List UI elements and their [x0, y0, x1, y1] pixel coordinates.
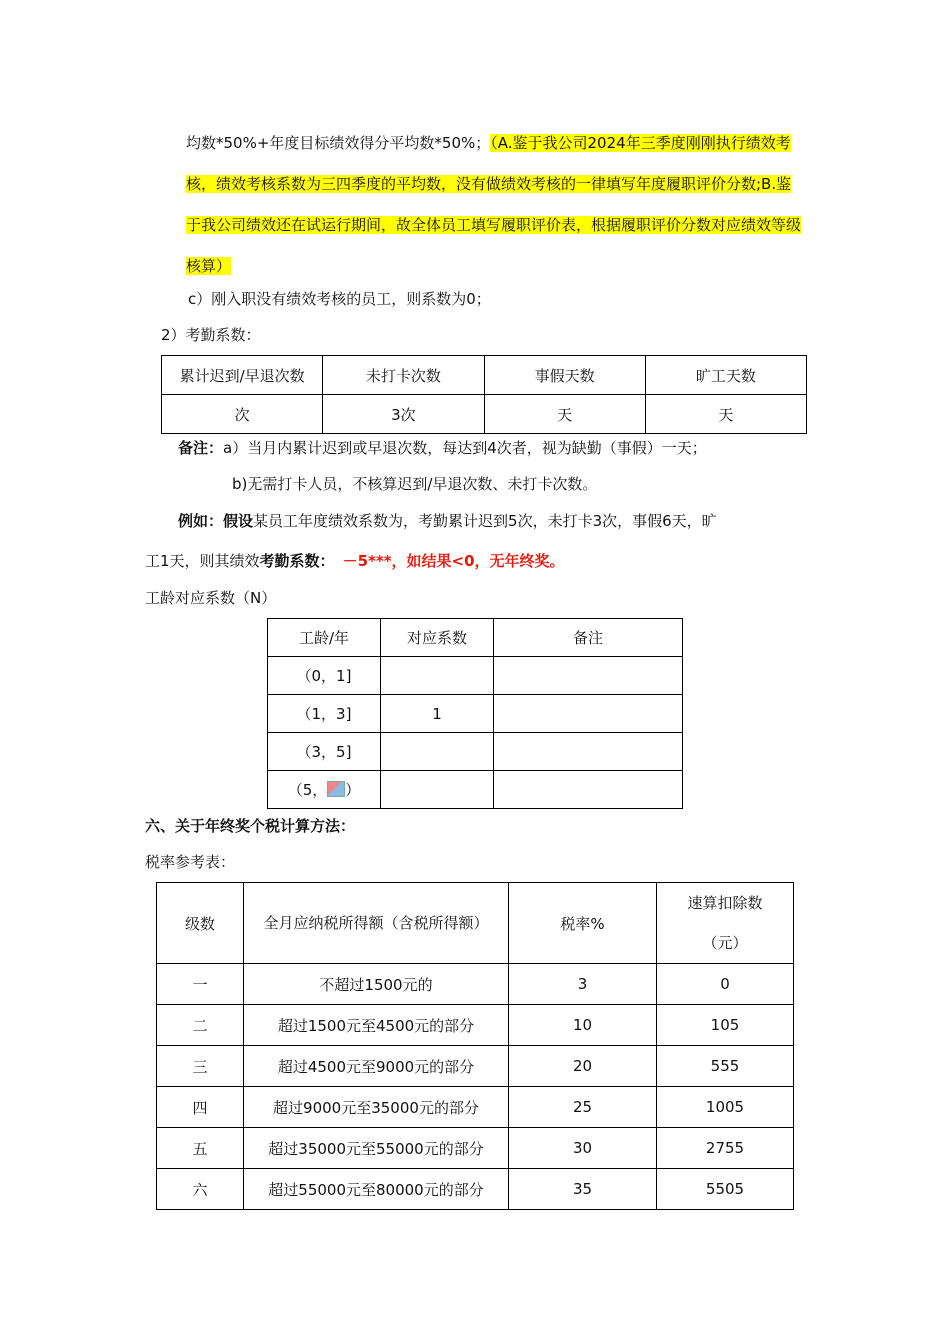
tax-rate-table [156, 882, 794, 1210]
example-text-2: 工1天，则其绩效 [145, 552, 260, 570]
table-row [157, 964, 794, 1005]
table-cell [268, 771, 381, 809]
table-cell: 四 [157, 1087, 244, 1128]
section-6-title: 六、关于年终奖个税计算方法： [145, 817, 356, 835]
note-a-text: a）当月内累计迟到或早退次数，每达到4次者，视为缺勤（事假）一天； [223, 439, 707, 457]
table-cell [494, 657, 683, 695]
para1-normal-text: 均数*50%+年度目标绩效得分平均数*50%； [186, 134, 491, 152]
table-header-cell: 税率% [509, 883, 657, 964]
table-header-cell: 备注 [494, 619, 683, 657]
table-cell: （0，1] [268, 657, 381, 695]
table-cell: 3次 [323, 395, 484, 434]
table-cell: 不超过1500元的 [244, 964, 509, 1005]
table-cell: 三 [157, 1046, 244, 1087]
tax-reference-title: 税率参考表： [145, 853, 236, 871]
table-row [268, 619, 683, 657]
table-cell: （1，3] [268, 695, 381, 733]
table-header-cell: 对应系数 [381, 619, 494, 657]
table-row [268, 695, 683, 733]
table-cell: 35 [509, 1169, 657, 1210]
table-cell: 105 [657, 1005, 794, 1046]
table-row [268, 771, 683, 809]
example-line-2 [145, 550, 565, 571]
table-cell [381, 733, 494, 771]
table-cell [381, 771, 494, 809]
seniority-last-range: （5， [287, 781, 328, 799]
note-line-b: b)无需打卡人员，不核算迟到/早退次数、未打卡次数。 [232, 475, 598, 493]
example-assume: 假设 [223, 512, 254, 530]
table-cell: 1 [381, 695, 494, 733]
table-cell: 3 [509, 964, 657, 1005]
table-row [157, 1128, 794, 1169]
table-cell: 五 [157, 1128, 244, 1169]
table-cell: 5505 [657, 1169, 794, 1210]
seniority-title: 工龄对应系数（N） [145, 589, 277, 607]
seniority-last-suffix: ） [345, 781, 361, 799]
table-cell: 30 [509, 1128, 657, 1169]
broken-image-icon [327, 781, 345, 797]
table-cell [494, 695, 683, 733]
example-text-1: 某员工年度绩效系数为，考勤累计迟到5次，未打卡3次，事假6天，旷 [253, 512, 717, 530]
example-line-1 [178, 510, 717, 531]
table-cell: 超过35000元至55000元的部分 [244, 1128, 509, 1169]
table-header-cell: 工龄/年 [268, 619, 381, 657]
table-cell [381, 657, 494, 695]
table-cell: 2755 [657, 1128, 794, 1169]
table-row [157, 1046, 794, 1087]
table-cell: 超过9000元至35000元的部分 [244, 1087, 509, 1128]
table-cell: 超过1500元至4500元的部分 [244, 1005, 509, 1046]
example-label: 例如： [178, 512, 224, 530]
table-row [157, 1005, 794, 1046]
table-cell: 1005 [657, 1087, 794, 1128]
note-line-a [178, 437, 707, 458]
tax-header-deduction: 速算扣除数（元） [687, 894, 763, 952]
table-cell: 超过4500元至9000元的部分 [244, 1046, 509, 1087]
table-cell [494, 733, 683, 771]
table-header-cell: 级数 [157, 883, 244, 964]
table-cell: 天 [645, 395, 806, 434]
table-row [162, 356, 807, 395]
table-row [268, 657, 683, 695]
table-row [157, 1169, 794, 1210]
note-label: 备注： [178, 439, 224, 457]
line-c: c）刚入职没有绩效考核的员工，则系数为0； [188, 290, 491, 308]
table-cell [494, 771, 683, 809]
table-header-cell [244, 883, 509, 964]
table-cell: 天 [484, 395, 645, 434]
table-cell: 次 [162, 395, 323, 434]
table-cell: 超过55000元至80000元的部分 [244, 1169, 509, 1210]
tax-header-income: 全月应纳税所得额（含税所得额） [263, 914, 489, 932]
para1-highlight-text: （A.鉴于我公司2024年三季度刚刚执行绩效考核，绩效考核系数为三四季度的平均数，没有做绩效考核的一律填写年度履职评价分数;B.鉴于我公司绩效还在试运行期间，故全体员工填写履职评价表，根据履职评价分数对应绩效等级核算） [186, 134, 802, 275]
table-row [268, 733, 683, 771]
table-cell: 0 [657, 964, 794, 1005]
seniority-table [267, 618, 683, 809]
performance-paragraph [186, 123, 806, 287]
table-cell: 10 [509, 1005, 657, 1046]
attendance-table [161, 355, 807, 434]
table-cell: 六 [157, 1169, 244, 1210]
heading-attendance: 2）考勤系数： [161, 326, 261, 344]
table-header-cell: 事假天数 [484, 356, 645, 395]
table-header-cell: 旷工天数 [645, 356, 806, 395]
table-cell: 一 [157, 964, 244, 1005]
table-cell: 25 [509, 1087, 657, 1128]
table-cell: 二 [157, 1005, 244, 1046]
table-row [157, 883, 794, 964]
table-cell: 555 [657, 1046, 794, 1087]
table-row [162, 395, 807, 434]
table-cell: （3，5] [268, 733, 381, 771]
table-header-cell [657, 883, 794, 964]
example-attendance-label: 考勤系数： [259, 552, 335, 570]
table-header-cell: 未打卡次数 [323, 356, 484, 395]
example-red-text: －5***，如结果<0，无年终奖。 [342, 552, 565, 570]
table-cell: 20 [509, 1046, 657, 1087]
table-header-cell: 累计迟到/早退次数 [162, 356, 323, 395]
table-row [157, 1087, 794, 1128]
